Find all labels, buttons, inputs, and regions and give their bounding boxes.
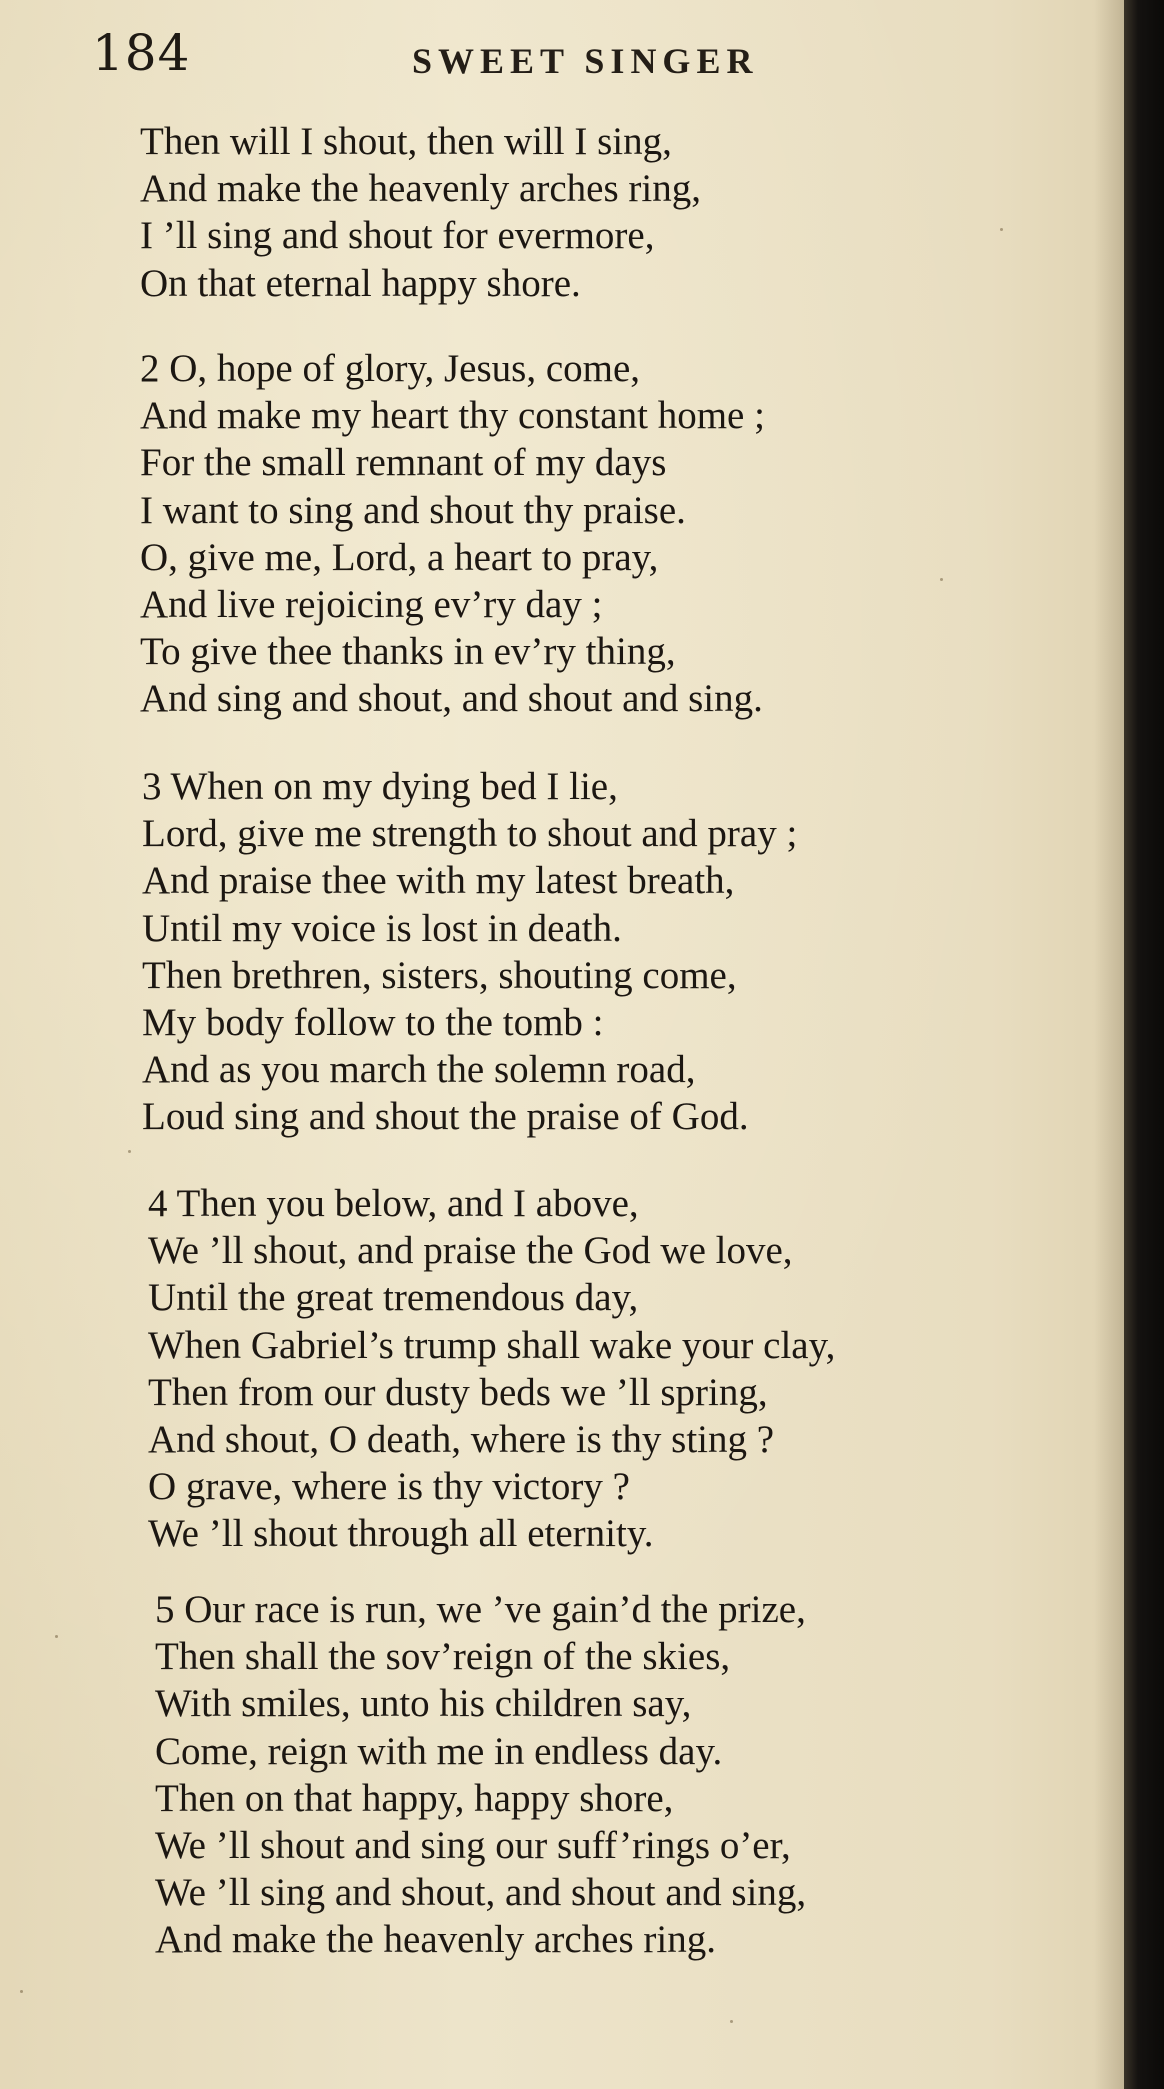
verse-line: Then from our dusty beds we ’ll spring, <box>148 1370 768 1414</box>
verse-line: Until my voice is lost in death. <box>142 906 622 950</box>
page-header <box>92 24 852 94</box>
verse-line: And make the heavenly arches ring, <box>140 167 701 211</box>
verse-line: We ’ll sing and shout, and shout and sing, <box>155 1871 807 1915</box>
verse-line: I want to sing and shout thy praise. <box>140 488 686 532</box>
paper-speck <box>940 578 943 581</box>
verse-line: Come, reign with me in endless day. <box>155 1729 723 1773</box>
verse-line: We ’ll shout, and praise the God we love, <box>148 1229 793 1273</box>
verse-line: And as you march the solemn road, <box>142 1048 696 1092</box>
verse-line: We ’ll shout and sing our suff’rings o’er, <box>155 1823 791 1867</box>
verse-line: Then will I shout, then will I sing, <box>140 120 672 163</box>
verse-line: For the small remnant of my days <box>140 441 667 485</box>
paper-speck <box>128 1150 131 1153</box>
verse-line: On that eternal happy shore. <box>140 261 581 305</box>
verse-line: And live rejoicing ev’ry day ; <box>140 582 603 626</box>
stanza-5 <box>155 1586 1164 1964</box>
stanza-4 <box>148 1180 1164 1558</box>
verse-line: O, give me, Lord, a heart to pray, <box>140 535 659 579</box>
verse-line: Lord, give me strength to shout and pray ; <box>142 812 798 856</box>
stanza-3 <box>142 763 1164 1141</box>
verse-line: With smiles, unto his children say, <box>155 1682 692 1726</box>
paper-speck <box>1000 228 1003 231</box>
verse-line: Then shall the sov’reign of the skies, <box>155 1635 731 1679</box>
stanza-2 <box>140 345 1164 723</box>
verse-line: 2 O, hope of glory, Jesus, come, <box>140 347 641 390</box>
verse-line: Then on that happy, happy shore, <box>155 1776 674 1820</box>
stanza-1 <box>140 118 1164 307</box>
verse-line: And sing and shout, and shout and sing. <box>140 677 763 721</box>
verse-line: Until the great tremendous day, <box>148 1276 639 1320</box>
verse-line: 5 Our race is run, we ’ve gain’d the prize, <box>155 1588 806 1631</box>
verse-line: When Gabriel’s trump shall wake your clay, <box>148 1323 836 1367</box>
verse-line: My body follow to the tomb : <box>142 1000 604 1044</box>
verse-line: Loud sing and shout the praise of God. <box>142 1095 749 1139</box>
verse-line: 4 Then you below, and I above, <box>148 1182 639 1225</box>
verse-line: And praise thee with my latest breath, <box>142 859 735 903</box>
running-title: SWEET SINGER <box>412 41 759 81</box>
paper-speck <box>20 1990 23 1993</box>
paper-speck <box>55 1635 58 1638</box>
verse-line: And make my heart thy constant home ; <box>140 394 765 438</box>
verse-line: Then brethren, sisters, shouting come, <box>142 953 737 997</box>
verse-line: 3 When on my dying bed I lie, <box>142 765 618 808</box>
verse-line: We ’ll shout through all eternity. <box>148 1512 654 1556</box>
paper-speck <box>730 2020 733 2023</box>
verse-line: To give thee thanks in ev’ry thing, <box>140 630 676 674</box>
verse-line: I ’ll sing and shout for evermore, <box>140 214 655 258</box>
verse-line: And shout, O death, where is thy sting ? <box>148 1417 775 1461</box>
page-number: 184 <box>92 24 191 82</box>
verse-line: O grave, where is thy victory ? <box>148 1465 630 1509</box>
verse-line: And make the heavenly arches ring. <box>155 1918 716 1962</box>
